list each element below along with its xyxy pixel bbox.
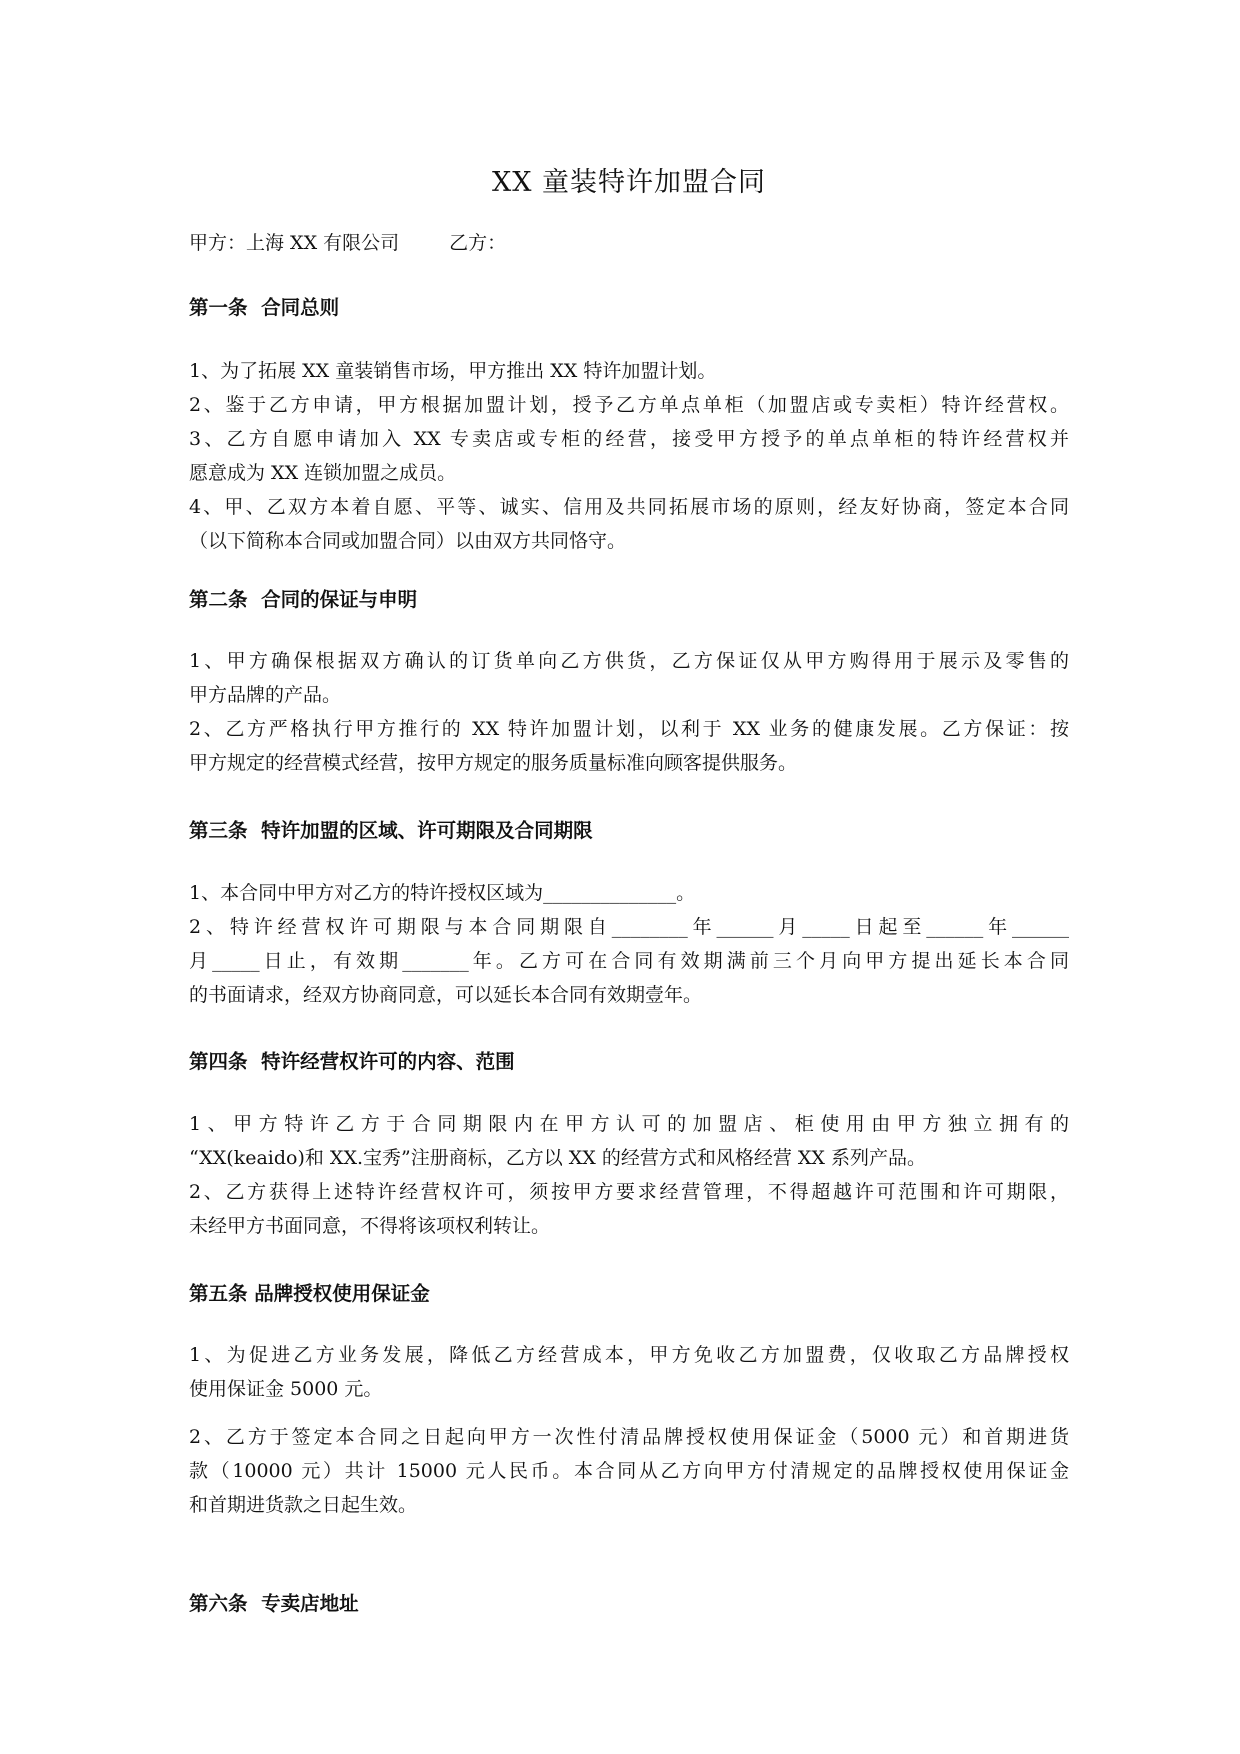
section-3-heading: 第三条 特许加盟的区域、许可期限及合同期限: [189, 819, 593, 842]
section-5-line-1: 1、为促进乙方业务发展，降低乙方经营成本，甲方免收乙方加盟费，仅收取乙方品牌授权: [189, 1344, 1069, 1366]
section-2-body: [189, 644, 1069, 780]
section-2-line-2: 甲方品牌的产品。: [189, 684, 342, 706]
section-1-heading: 第一条 合同总则: [189, 296, 340, 319]
section-2-line-4: 甲方规定的经营模式经营，按甲方规定的服务质量标准向顾客提供服务。: [189, 752, 798, 774]
document-title: XX 童装特许加盟合同: [491, 167, 767, 198]
section-1-line-6: （以下简称本合同或加盟合同）以由双方共同恪守。: [189, 530, 627, 552]
section-3-line-4: 的书面请求，经双方协商同意，可以延长本合同有效期壹年。: [189, 984, 703, 1006]
party-a: 甲方：上海 XX 有限公司: [189, 232, 400, 254]
party-b: 乙方：: [449, 232, 507, 254]
section-3-line-2: 2、特许经营权许可期限与本合同期限自________年______月_____日起至______年______: [189, 916, 1069, 938]
section-4-line-4: 未经甲方书面同意，不得将该项权利转让。: [189, 1215, 551, 1237]
section-4-line-1: 1、甲方特许乙方于合同期限内在甲方认可的加盟店、柜使用由甲方独立拥有的: [189, 1113, 1069, 1135]
section-2-line-3: 2、乙方严格执行甲方推行的 XX 特许加盟计划，以利于 XX 业务的健康发展。乙方保证：按: [189, 718, 1069, 740]
section-5-line-3: 2、乙方于签定本合同之日起向甲方一次性付清品牌授权使用保证金（5000 元）和首期进货: [189, 1426, 1069, 1448]
parties-line: [189, 228, 506, 255]
section-5-body-2: [189, 1420, 1069, 1522]
section-1-line-5: 4、甲、乙双方本着自愿、平等、诚实、信用及共同拓展市场的原则，经友好协商，签定本合同: [189, 496, 1069, 518]
section-2-heading: 第二条 合同的保证与申明: [189, 588, 418, 611]
section-5-heading: 第五条 品牌授权使用保证金: [189, 1282, 430, 1305]
section-1-line-1: 1、为了拓展 XX 童装销售市场，甲方推出 XX 特许加盟计划。: [189, 360, 717, 382]
section-6-heading: 第六条 专卖店地址: [189, 1592, 359, 1615]
section-5-line-2: 使用保证金 5000 元。: [189, 1378, 383, 1400]
section-1-line-3: 3、乙方自愿申请加入 XX 专卖店或专柜的经营，接受甲方授予的单点单柜的特许经营权并: [189, 428, 1069, 450]
section-5-line-5: 和首期进货款之日起生效。: [189, 1494, 418, 1516]
section-1-body: [189, 354, 1069, 558]
section-2-line-1: 1、甲方确保根据双方确认的订货单向乙方供货，乙方保证仅从甲方购得用于展示及零售的: [189, 650, 1069, 672]
section-3-body: [189, 876, 1069, 1012]
section-5-body-1: [189, 1338, 1069, 1406]
section-1-line-4: 愿意成为 XX 连锁加盟之成员。: [189, 462, 457, 484]
section-3-line-3: 月_____日止，有效期_______年。乙方可在合同有效期满前三个月向甲方提出延长本合同: [189, 950, 1069, 972]
section-3-line-1: 1、本合同中甲方对乙方的特许授权区域为______________。: [189, 882, 696, 904]
section-4-line-3: 2、乙方获得上述特许经营权许可，须按甲方要求经营管理，不得超越许可范围和许可期限，: [189, 1181, 1069, 1203]
section-4-heading: 第四条 特许经营权许可的内容、范围: [189, 1050, 515, 1073]
section-5-line-4: 款（10000 元）共计 15000 元人民币。本合同从乙方向甲方付清规定的品牌授权使用保证金: [189, 1460, 1069, 1482]
section-4-line-2: “XX(keaido)和 XX.宝秀”注册商标，乙方以 XX 的经营方式和风格经营 XX 系列产品。: [189, 1147, 926, 1169]
section-1-line-2: 2、鉴于乙方申请，甲方根据加盟计划，授予乙方单点单柜（加盟店或专卖柜）特许经营权。: [189, 394, 1069, 416]
section-4-body: [189, 1107, 1069, 1243]
